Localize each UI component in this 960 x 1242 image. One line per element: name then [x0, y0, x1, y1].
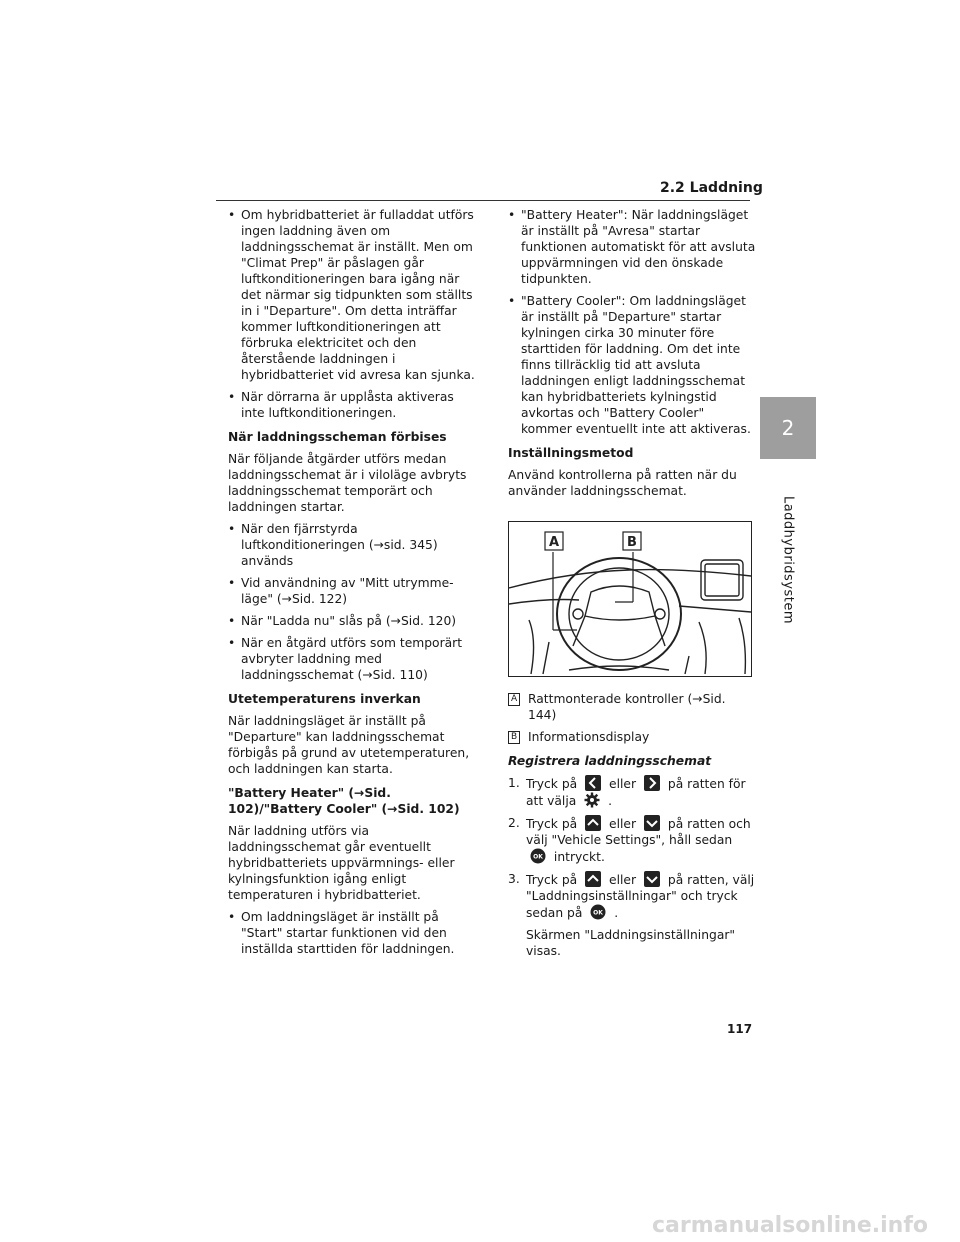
section-title: 2.2 Laddning: [660, 180, 763, 196]
chevron-left-icon: [585, 775, 601, 791]
caption-key: A: [508, 693, 520, 706]
caption-text: Informationsdisplay: [528, 730, 650, 744]
list-item: • När den fjärrstyrda luftkonditioneringen (→sid. 345) används: [228, 521, 476, 569]
list-item: • "Battery Cooler": Om laddningsläget är inställt på "Departure" startar kylningen cirka 30 minuter före starttiden för laddning. Om det inte finns tillräcklig tid att avsluta laddningen enligt laddningsschemat kan hybridbatteriets kylningstid avkortas och "Battery Cooler" kommer eventuellt inte att aktiveras.: [508, 293, 756, 437]
step-text: eller: [609, 777, 637, 791]
steering-wheel-illustration: [508, 521, 752, 677]
ok-button-icon: [590, 904, 606, 920]
step-1: [508, 775, 756, 809]
step-text: Tryck på: [526, 777, 578, 791]
steering-wheel-drawing: [509, 522, 751, 676]
heading: Registrera laddningsschemat: [508, 754, 712, 768]
list-item: • Vid användning av "Mitt utrymme-läge" (→Sid. 122): [228, 575, 476, 607]
right-column: [508, 207, 756, 965]
caption-key: B: [508, 731, 520, 744]
list-item: • Om hybridbatteriet är fulladdat utförs ingen laddning även om laddningsschemat är inställt. Men om "Climat Prep" är påslagen går luftkonditioneringen bara igång när det närmar sig tidpunkten som ställts in i "Departure". Om detta inträffar kommer luftkonditioneringen att förbruka elektricitet och den återstående laddningen i hybridbatteriet vid avresa kan sjunka.: [228, 207, 476, 383]
heading: Utetemperaturens inverkan: [228, 692, 421, 706]
chevron-right-icon: [644, 775, 660, 791]
left-column: [228, 207, 476, 963]
heading: Inställningsmetod: [508, 446, 634, 460]
list-item: • När "Ladda nu" slås på (→Sid. 120): [228, 613, 476, 629]
callout-b: B: [627, 535, 637, 550]
heading: "Battery Heater" (→Sid. 102)/"Battery Cooler" (→Sid. 102): [228, 786, 460, 816]
step-number: 2.: [508, 816, 520, 830]
caption-a: [508, 691, 756, 723]
caption-b: [508, 729, 756, 745]
header-rule: [216, 200, 750, 201]
chevron-up-icon: [585, 815, 601, 831]
list-item: • När dörrarna är upplåsta aktiveras inte luftkonditioneringen.: [228, 389, 476, 421]
step-number: 3.: [508, 872, 520, 886]
heading: När laddningsscheman förbises: [228, 430, 447, 444]
ok-button-icon: [530, 848, 546, 864]
list-item: • Om laddningsläget är inställt på "Start" startar funktionen vid den inställda starttiden för laddningen.: [228, 909, 476, 957]
paragraph: Använd kontrollerna på ratten när du använder laddningsschemat.: [508, 468, 737, 498]
step-text: Tryck på: [526, 817, 578, 831]
paragraph: När laddningsläget är inställt på "Departure" kan laddningsschemat förbigås på grund av utetemperaturen, och laddningen kan starta.: [228, 714, 470, 776]
chapter-tab: [760, 397, 816, 459]
step-number: 1.: [508, 776, 520, 790]
chevron-up-icon: [585, 871, 601, 887]
step-2: [508, 815, 756, 865]
chapter-label: Laddhybridsystem: [780, 495, 796, 625]
list-item: • När en åtgärd utförs som temporärt avbryter laddning med laddningsschemat (→Sid. 110): [228, 635, 476, 683]
step-text: på ratten och välj "Vehicle Settings", håll sedan: [526, 817, 751, 847]
step-text: intryckt.: [553, 850, 605, 864]
step-text: eller: [609, 873, 637, 887]
watermark: carmanualsonline.info: [652, 1213, 928, 1238]
step-3: [508, 871, 756, 921]
paragraph: När laddning utförs via laddningsschemat går eventuellt hybridbatteriets uppvärmnings- eller kylningsfunktion igång enligt temperaturen i hybridbatteriet.: [228, 824, 455, 902]
gear-icon: [584, 792, 600, 808]
step-text: eller: [609, 817, 637, 831]
chevron-down-icon: [644, 815, 660, 831]
ok-text: OK: [593, 909, 604, 917]
ok-text: OK: [533, 853, 543, 861]
step-text: .: [608, 794, 613, 808]
step-text: på ratten, välj "Laddningsinställningar" och tryck sedan på: [526, 873, 755, 920]
step-text: Tryck på: [526, 873, 578, 887]
callout-a: A: [548, 535, 560, 550]
caption-text: Rattmonterade kontroller (→Sid. 144): [528, 692, 726, 722]
step-text: .: [614, 906, 619, 920]
list-item: • "Battery Heater": När laddningsläget är inställt på "Avresa" startar funktionen automatiskt för att avsluta uppvärmningen vid den önskade tidpunkten.: [508, 207, 756, 287]
paragraph: När följande åtgärder utförs medan laddningsschemat är i viloläge avbryts laddningsschemat temporärt och laddningen startar.: [228, 452, 467, 514]
step-text: på ratten för att välja: [526, 777, 746, 808]
step-note: Skärmen "Laddningsinställningar" visas.: [526, 928, 736, 958]
chevron-down-icon: [644, 871, 660, 887]
chapter-number: 2: [781, 416, 795, 440]
page-number: 117: [727, 1022, 753, 1036]
